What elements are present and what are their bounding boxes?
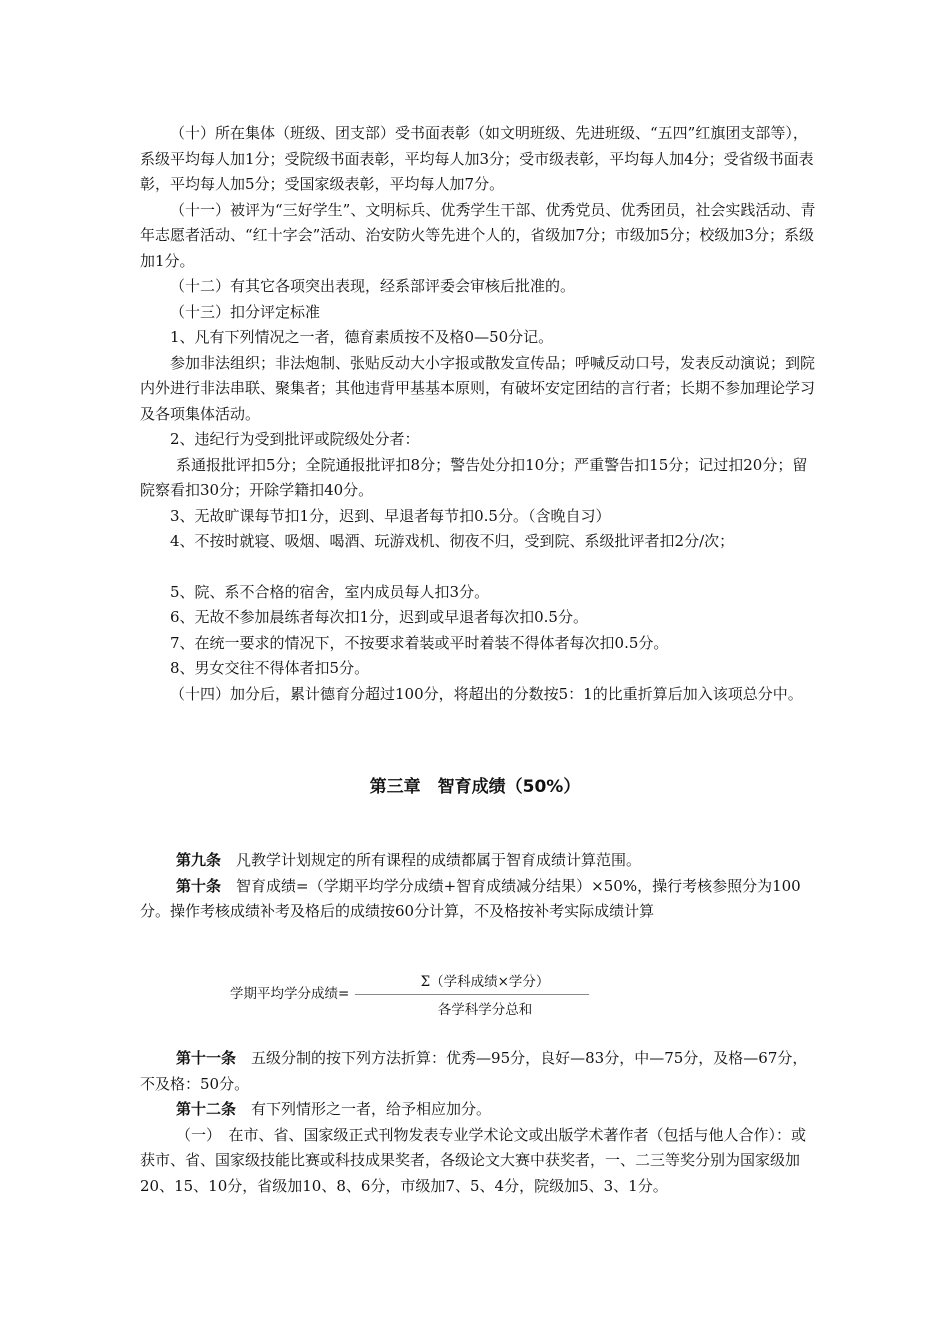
article-10 bbox=[140, 874, 820, 925]
article-10-text: 智育成绩=（学期平均学分成绩+智育成绩减分结果）×50%，操行考核参照分为100分。操作考核成绩补考及格后的成绩按60分计算，不及格按补考实际成绩计算 bbox=[140, 876, 801, 920]
paragraph-13: （十三）扣分评定标准 bbox=[170, 302, 321, 321]
deduction-item-1-detail: 参加非法组织；非法炮制、张贴反动大小字报或散发宣传品；呼喊反动口号，发表反动演说；到院内外进行非法串联、聚集者；其他违背甲基基本原则，有破坏安定团结的言行者；长期不参加理论学习及各项集体活动。 bbox=[140, 353, 816, 423]
deduction-item-3: 3、无故旷课每节扣1分，迟到、早退者每节扣0.5分。（含晚自习） bbox=[170, 506, 611, 525]
article-12 bbox=[140, 1097, 820, 1123]
deduction-item-2-detail: 系通报批评扣5分；全院通报批评扣8分；警告处分扣10分；严重警告扣15分；记过扣20分；留院察看扣30分；开除学籍扣40分。 bbox=[140, 455, 808, 499]
article-12-label: 第十二条 bbox=[176, 1100, 237, 1118]
article-9-label: 第九条 bbox=[176, 851, 222, 869]
article-9-text: 凡教学计划规定的所有课程的成绩都属于智育成绩计算范围。 bbox=[236, 851, 642, 869]
article-9 bbox=[140, 848, 820, 874]
paragraph-10: （十）所在集体（班级、团支部）受书面表彰（如文明班级、先进班级、“五四”红旗团支部等），系级平均每人加1分；受院级书面表彰，平均每人加3分；受市级表彰，平均每人加4分；受省级书面表彰，平均每人加5分；受国家级表彰，平均每人加7分。 bbox=[140, 124, 814, 193]
deduction-item-4: 4、不按时就寝、吸烟、喝酒、玩游戏机、彻夜不归，受到院、系级批评者扣2分/次； bbox=[170, 532, 735, 550]
deduction-item-2: 2、违纪行为受到批评或院级处分者： bbox=[170, 430, 420, 448]
article-12-text: 有下列情形之一者，给予相应加分。 bbox=[251, 1100, 492, 1118]
articles-11-12 bbox=[140, 1046, 820, 1199]
chapter-title: 第三章 智育成绩（50%） bbox=[369, 777, 581, 797]
moral-scoring-section bbox=[140, 121, 820, 707]
deduction-item-6: 6、无故不参加晨练者每次扣1分，迟到或早退者每次扣0.5分。 bbox=[170, 608, 588, 626]
deduction-item-5: 5、院、系不合格的宿舍，室内成员每人扣3分。 bbox=[170, 582, 490, 601]
deduction-item-1: 1、凡有下列情况之一者，德育素质按不及格0—50分记。 bbox=[170, 328, 554, 346]
articles-9-10 bbox=[140, 848, 820, 925]
article-11 bbox=[140, 1046, 820, 1097]
formula-label: 学期平均学分成绩= bbox=[230, 986, 350, 1002]
formula-numerator: Σ（学科成绩×学分） bbox=[420, 974, 550, 990]
paragraph-11: （十一）被评为“三好学生”、文明标兵、优秀学生干部、优秀党员、优秀团员，社会实践活动、青年志愿者活动、“红十字会”活动、治安防火等先进个人的，省级加7分；市级加5分；校级加3分；系级加1分。 bbox=[140, 200, 816, 270]
article-11-text: 五级分制的按下列方法折算：优秀—95分，良好—83分，中—75分，及格—67分，不及格：50分。 bbox=[140, 1049, 808, 1093]
deduction-item-7: 7、在统一要求的情况下，不按要求着装或平时着装不得体者每次扣0.5分。 bbox=[170, 633, 669, 652]
article-11-label: 第十一条 bbox=[176, 1049, 237, 1067]
formula-denominator: 各学科学分总和 bbox=[437, 1002, 533, 1018]
article-12-item-1: （一） 在市、省、国家级正式刊物发表专业学术论文或出版学术著作者（包括与他人合作）：或获市、省、国家级技能比赛或科技成果奖者，各级论文大赛中获奖者，一、二三等奖分别为国家级加20、15、10分，省级加10、8、6分，市级加7、5、4分，院级加5、3、1分。 bbox=[140, 1125, 807, 1195]
article-10-label: 第十条 bbox=[176, 876, 222, 895]
fraction-bar bbox=[355, 994, 589, 995]
gpa-formula bbox=[230, 970, 630, 1030]
paragraph-14: （十四）加分后，累计德育分超过100分，将超出的分数按5：1的比重折算后加入该项总分中。 bbox=[170, 684, 803, 703]
blank-line bbox=[140, 555, 820, 580]
deduction-item-8: 8、男女交往不得体者扣5分。 bbox=[170, 659, 370, 677]
paragraph-12: （十二）有其它各项突出表现，经系部评委会审核后批准的。 bbox=[170, 277, 576, 295]
